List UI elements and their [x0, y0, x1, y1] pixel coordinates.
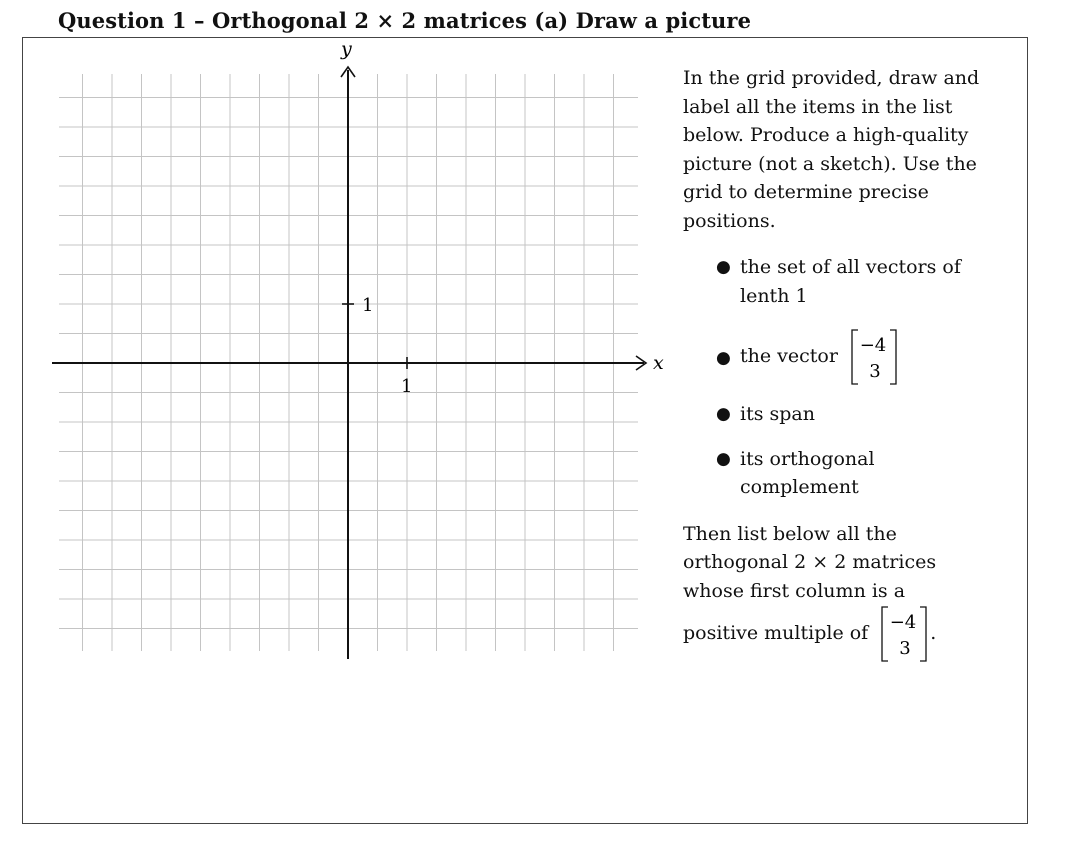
y-tick-label: 1 [362, 295, 374, 316]
vector-matrix [878, 605, 930, 663]
y-axis-label: y [341, 38, 352, 60]
intro-text: In the grid provided, draw and label all the items in the list below. Produce a high-quality picture (not a sketch). Use the grid to determine precise positions. [683, 67, 980, 232]
vector-entry: 3 [899, 638, 911, 659]
vector-entry: 3 [869, 361, 881, 382]
bullet-icon: ● [716, 448, 731, 469]
item-list [683, 253, 983, 502]
vector-entry: −4 [889, 612, 917, 633]
bullet-icon: ● [716, 404, 731, 424]
page-title: Question 1 – Orthogonal 2 × 2 matrices (a) Draw a picture [58, 8, 752, 33]
list-item: ● its span [740, 400, 983, 429]
vector-matrix [848, 328, 900, 386]
x-tick-label: 1 [401, 376, 413, 397]
list-item: ● the vector −4 3 [740, 328, 983, 386]
x-axis-label: x [653, 352, 664, 374]
list-item: ● its orthogonal complement [740, 445, 983, 502]
list-item: ● the set of all vectors of lenth 1 [740, 253, 983, 310]
closing-text: Then list below all the orthogonal 2 × 2 matrices whose first column is a positive multiple of −4 3 . [683, 520, 983, 664]
vector-entry: −4 [859, 335, 887, 356]
bullet-icon: ● [716, 348, 731, 368]
instructions [683, 64, 983, 663]
bullet-icon: ● [716, 257, 731, 277]
